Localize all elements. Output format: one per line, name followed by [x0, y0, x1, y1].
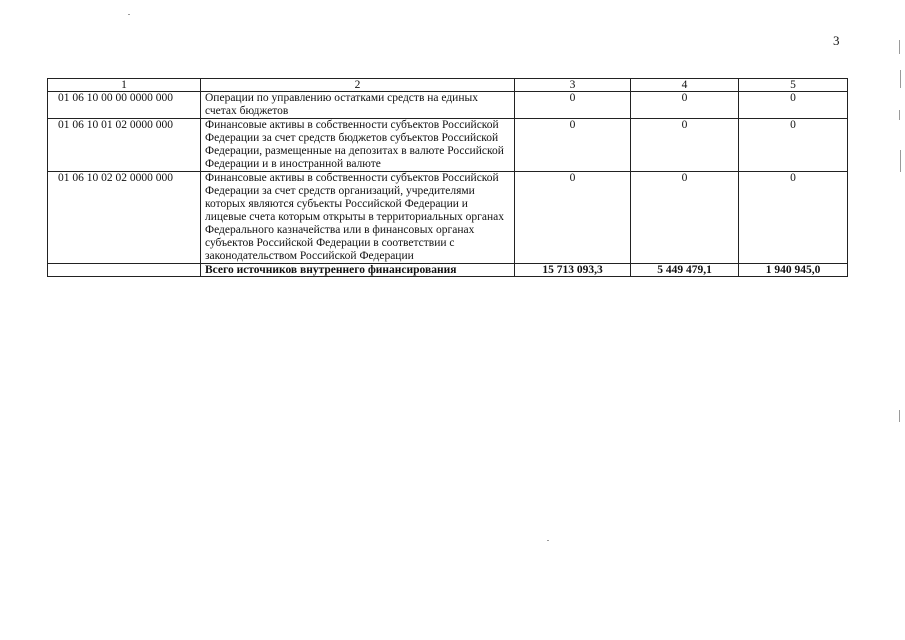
- value-cell-col3: 0: [515, 172, 631, 264]
- value-cell-col4: 0: [631, 92, 739, 119]
- item-name-cell: Финансовые активы в собственности субъектов Российской Федерации за счет средств организаций, учредителями которых являются субъекты Российской Федерации и лицевые счета которым открыты в территориальных органах Федерального казначейства или в финансовых органах субъектов Российской Федерации в соответствии с законодательством Российской Федерации: [201, 172, 515, 264]
- scan-artifact-bottom: [547, 540, 549, 541]
- value-cell-col4: 0: [631, 172, 739, 264]
- column-header: 1: [48, 79, 201, 92]
- scan-artifact-right-3: [899, 110, 900, 120]
- column-header: 4: [631, 79, 739, 92]
- total-value-col4: 5 449 479,1: [631, 264, 739, 277]
- table-row: [48, 119, 848, 172]
- column-header: 5: [739, 79, 848, 92]
- value-cell-col4: 0: [631, 119, 739, 172]
- table-row: [48, 172, 848, 264]
- total-code-cell: [48, 264, 201, 277]
- scan-artifact-right-1: [899, 40, 900, 54]
- scan-artifact-right-2: [900, 70, 901, 88]
- total-value-col5: 1 940 945,0: [739, 264, 848, 277]
- value-cell-col3: 0: [515, 119, 631, 172]
- page-number: 3: [833, 33, 840, 48]
- item-name-cell: Операции по управлению остатками средств на единых счетах бюджетов: [201, 92, 515, 119]
- budget-code-cell: 01 06 10 00 00 0000 000: [48, 92, 201, 119]
- budget-code-cell: 01 06 10 02 02 0000 000: [48, 172, 201, 264]
- column-number-row: [48, 79, 848, 92]
- column-header: 3: [515, 79, 631, 92]
- item-name-cell: Финансовые активы в собственности субъектов Российской Федерации за счет средств бюджетов субъектов Российской Федерации, размещенные на депозитах в валюте Российской Федерации и в иностранной валюте: [201, 119, 515, 172]
- table-row: [48, 92, 848, 119]
- financing-sources-table: [47, 78, 848, 277]
- column-header: 2: [201, 79, 515, 92]
- value-cell-col3: 0: [515, 92, 631, 119]
- scan-artifact-right-5: [899, 410, 900, 422]
- value-cell-col5: 0: [739, 119, 848, 172]
- total-row: [48, 264, 848, 277]
- budget-code-cell: 01 06 10 01 02 0000 000: [48, 119, 201, 172]
- scan-artifact-top: [128, 14, 130, 15]
- scan-artifact-right-4: [900, 150, 901, 172]
- value-cell-col5: 0: [739, 92, 848, 119]
- total-value-col3: 15 713 093,3: [515, 264, 631, 277]
- total-label-cell: Всего источников внутреннего финансирования: [201, 264, 515, 277]
- value-cell-col5: 0: [739, 172, 848, 264]
